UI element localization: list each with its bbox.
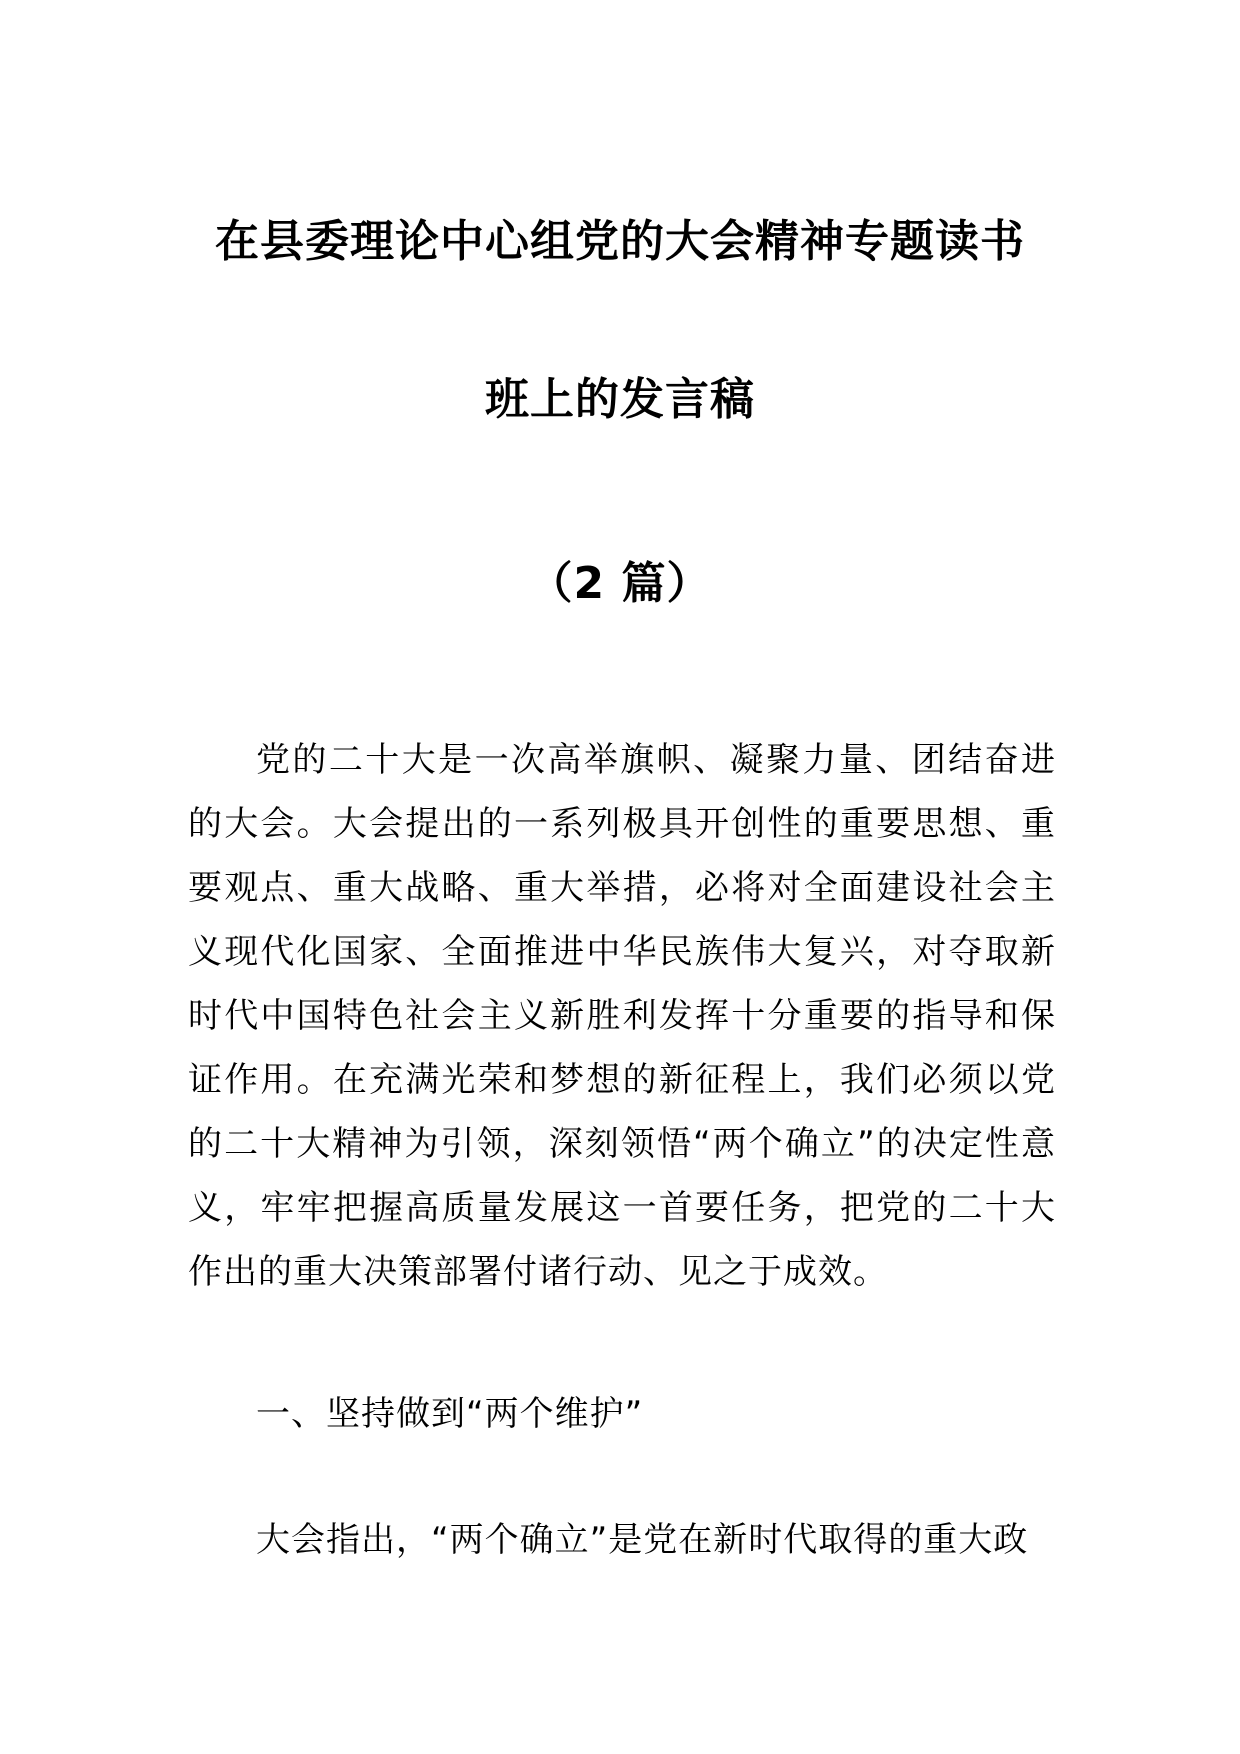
intro-paragraph: 党的二十大是一次高举旗帜、凝聚力量、团结奋进的大会。大会提出的一系列极具开创性的重要思想、重要观点、重大战略、重大举措，必将对全面建设社会主义现代化国家、全面推进中华民族伟大复兴，对夺取新时代中国特色社会主义新胜利发挥十分重要的指导和保证作用。在充满光荣和梦想的新征程上，我们必须以党的二十大精神为引领，深刻领悟“两个确立”的决定性意义，牢牢把握高质量发展这一首要任务，把党的二十大作出的重大决策部署付诸行动、见之于成效。: [188, 740, 1056, 1292]
document-title-line-2: 班上的发言稿: [485, 374, 755, 425]
section-1-paragraph: 大会指出，“两个确立”是党在新时代取得的重大政: [256, 1520, 1029, 1560]
section-heading-1: 一、坚持做到“两个维护”: [256, 1394, 644, 1434]
document-title-count: （2 篇）: [528, 558, 712, 609]
document-title-line-1: 在县委理论中心组党的大会精神专题读书: [215, 216, 1025, 267]
